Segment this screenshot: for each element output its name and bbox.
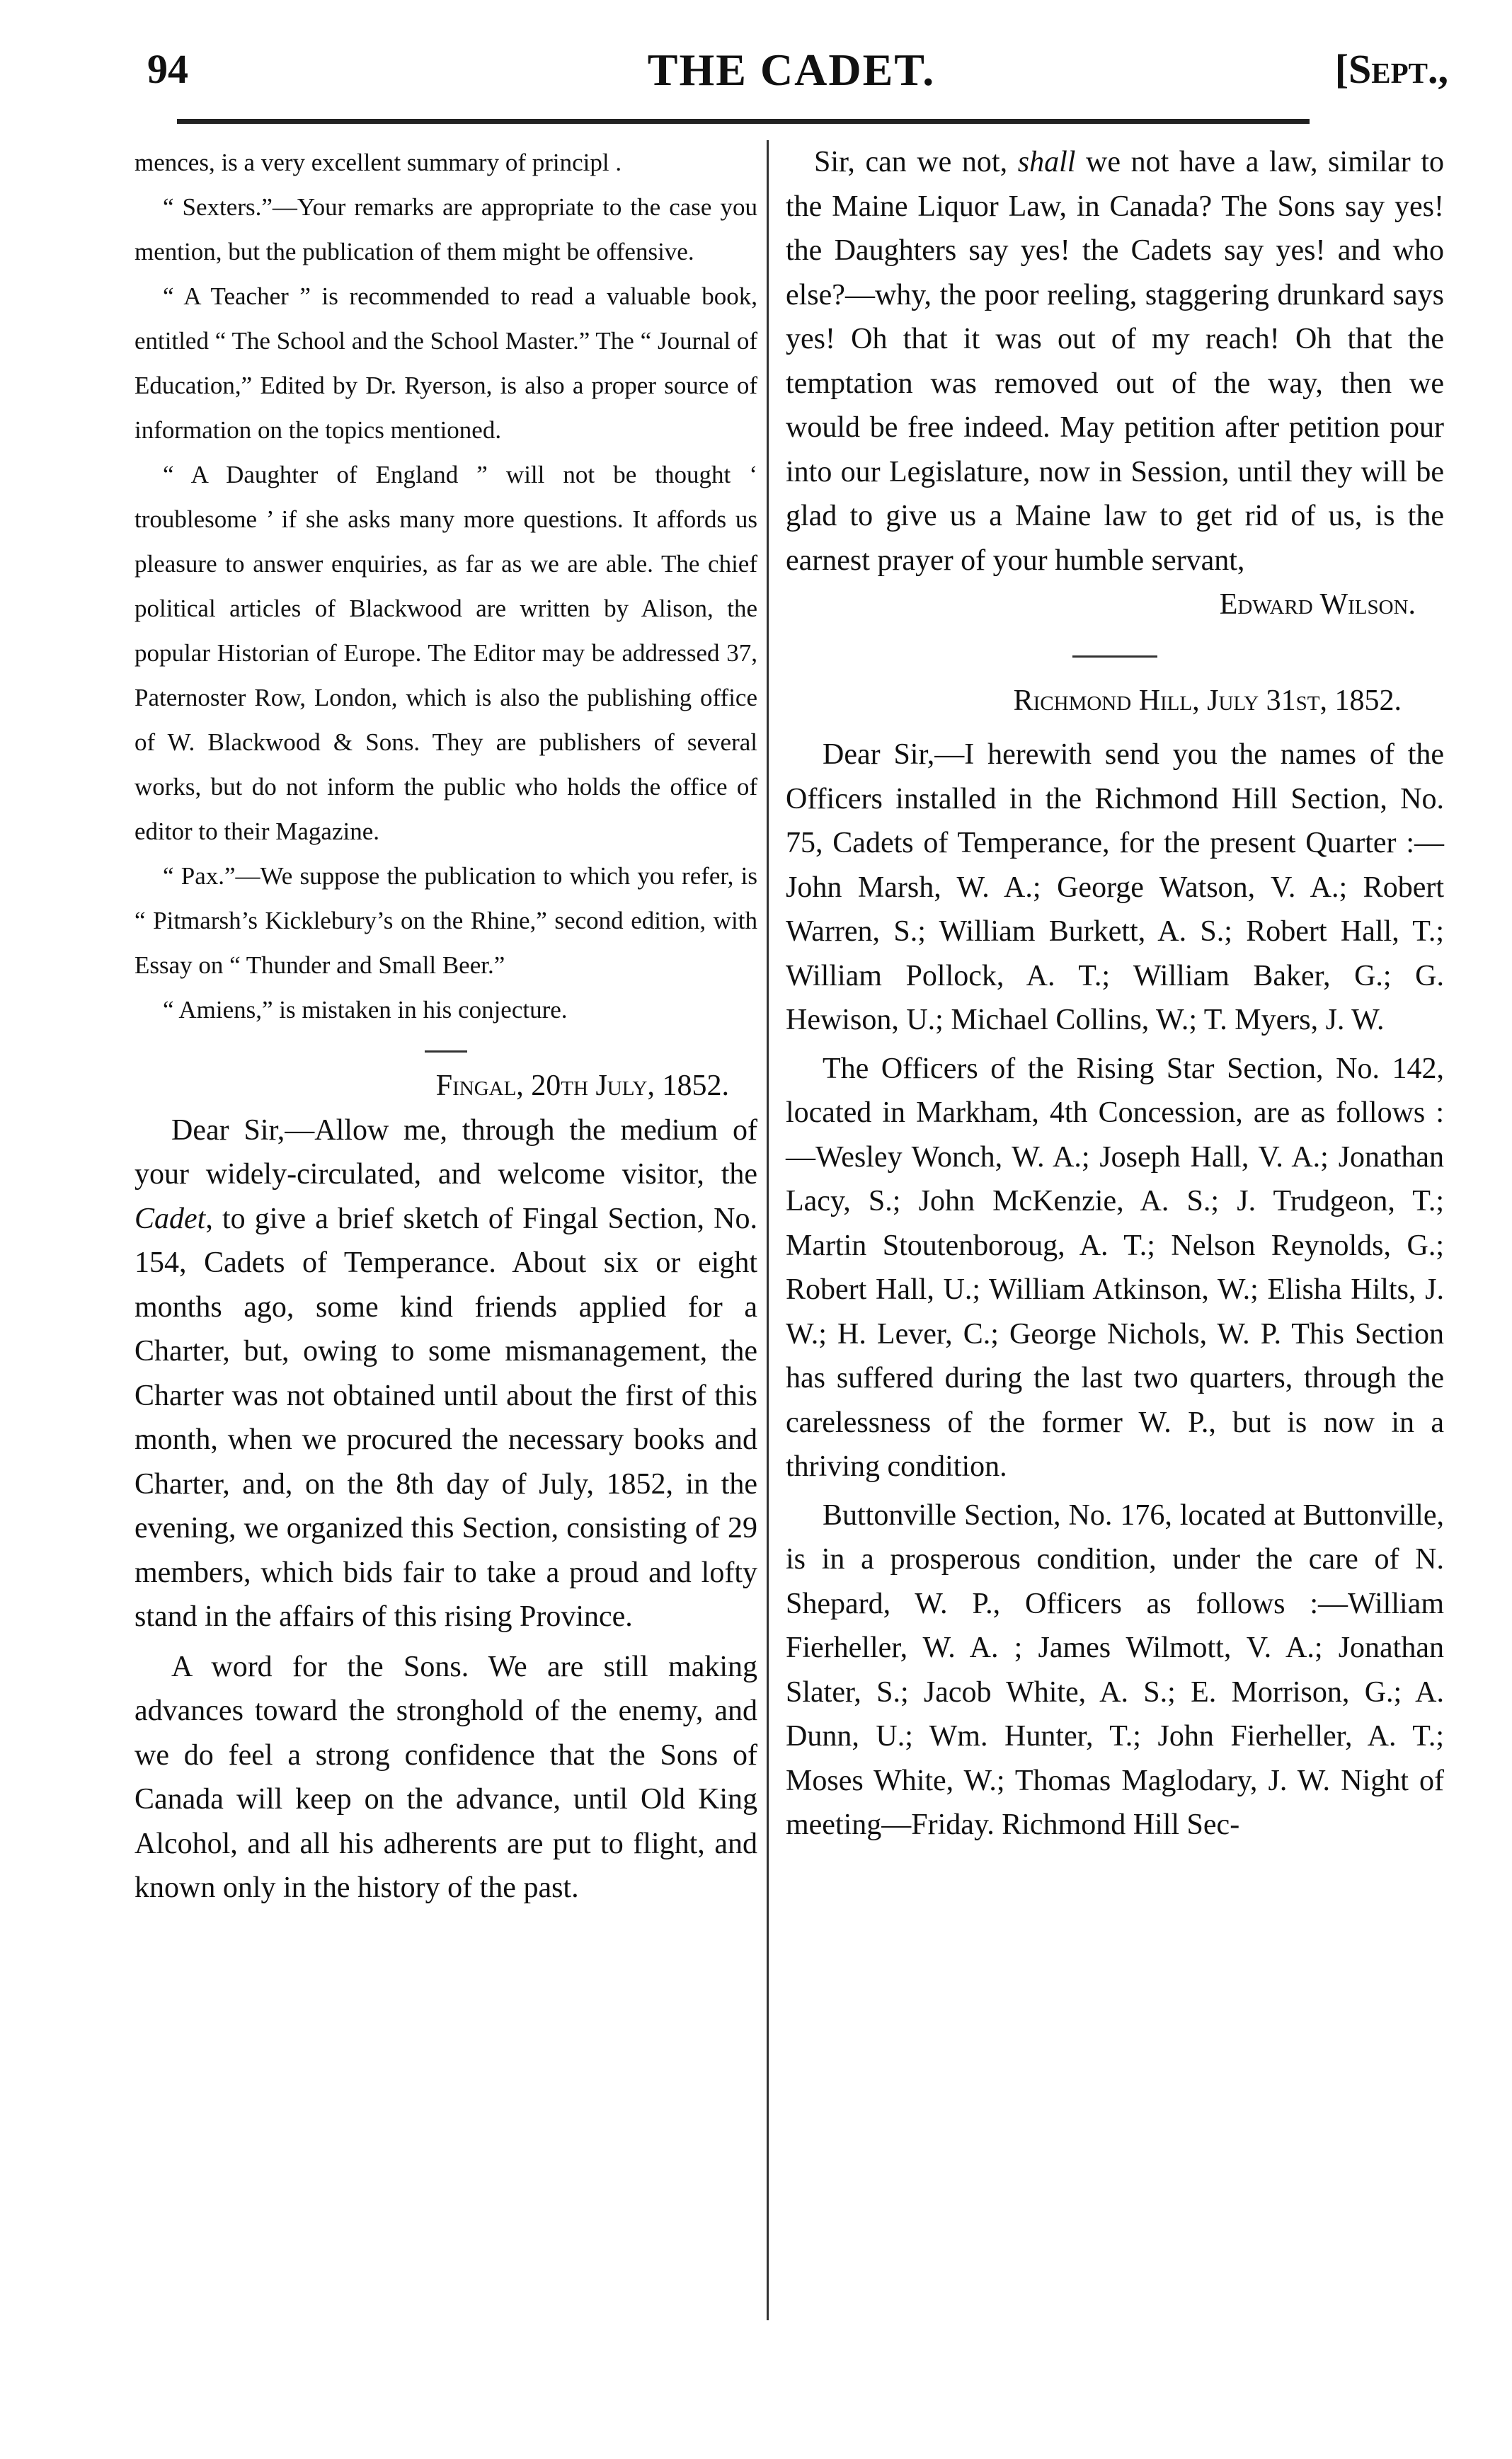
note-pax: “ Pax.”—We suppose the publication to which you refer, is “ Pitmarsh’s Kicklebury’s on the Rhine,” second edition, with Essay on “ Thunder and Small Beer.” [134,862,757,979]
section-separator [1072,655,1157,658]
letter-paragraph: Dear Sir,—I herewith send you the names of the Officers installed in the Richmond Hill Section, No. 75, Cadets of Temperance, for the present Quarter :— John Marsh, W. A.; George Watson, V. A.; Robert Warren, S.; William Burkett, A. S.; Robert Hall, T.; William Pollock, A. T.; William Baker, G.; G. Hewison, U.; Michael Collins, W.; T. Myers, J. W. [786,738,1444,1036]
fingal-letter [134,1064,757,1910]
column-divider [767,140,769,2320]
note-teacher: “ A Teacher ” is recommended to read a valuable book, entitled “ The School and the School Master.” The “ Journal of Education,” Edited by Dr. Ryerson, is also a proper source of information on the topics mentioned. [134,282,757,444]
letter-dateline: Richmond Hill, July 31st, 1852. [1013,684,1402,717]
left-column [134,140,757,1910]
note-daughter-of-england: “ A Daughter of England ” will not be thought ‘ troublesome ’ if she asks many more questions. It affords us pleasure to answer enquiries, as far as we are able. The chief political articles of Blackwood are written by Alison, the popular Historian of Europe. The Editor may be addressed 37, Paternoster Row, London, which is also the publishing office of W. Blackwood & Sons. They are publishers of several works, but do not inform the public who holds the office of editor to their Magazine. [134,461,757,845]
section-separator [425,1050,467,1053]
letter-signature: Edward Wilson. [1219,588,1416,621]
right-column [786,140,1444,1847]
header-rule [177,119,1310,124]
note-amiens: “ Amiens,” is mistaken in his conjecture. [163,996,568,1024]
page-header [134,41,1448,126]
emphasis-text: shall [1017,146,1076,178]
letter-paragraph: A word for the Sons. We are still making advances toward the stronghold of the enemy, and we do feel a strong confidence that the Sons of Canada will keep on the advance, until Old King Alcohol, and all his adherents are put to flight, and known only in the history of the past. [134,1650,757,1904]
letter-paragraph: Buttonville Section, No. 176, located at Buttonville, is in a prosperous condition, under the care of N. Shepard, W. P., Officers as follows :—William Fierheller, W. A. ; James Wilmott, V. A.; Jonathan Slater, S.; Jacob White, A. S.; E. Morrison, G.; A. Dunn, U.; Wm. Hunter, T.; John Fierheller, A. T.; Moses White, W.; Thomas Maglodary, J. W. Night of meeting—Friday. Richmond Hill Sec- [786,1498,1444,1841]
note-sexters: “ Sexters.”—Your remarks are appropriate to the case you mention, but the publication of them might be offensive. [134,193,757,265]
journal-title: THE CADET. [647,45,936,95]
letter-paragraph: The Officers of the Rising Star Section, No. 142, located in Markham, 4th Concession, are as follows :—Wesley Wonch, W. A.; Joseph Hall, V. A.; Jonathan Lacy, S.; John McKenzie, A. S.; J. Trudgeon, T.; Martin Stoutenboroug, A. T.; Nelson Reynolds, G.; Robert Hall, U.; William Atkinson, W.; Elisha Hilts, J. W.; H. Lever, C.; George Nichols, W. P. This Section has suffered during the last two quarters, through the carelessness of the former W. P., but is now in a thriving condition. [786,1052,1444,1483]
letter-dateline: Fingal, 20th July, 1852. [435,1070,729,1102]
letter-paragraph: Sir, can we not, shall we not have a law, similar to the Maine Liquor Law, in Canada? The Sons say yes! the Daughters say yes! the Cadets say yes! and who else?—why, the poor reeling, staggering drunkard says yes! Oh that it was out of my reach! Oh that the temptation was removed out of the way, then we would be free indeed. May petition after petition pour into our Legislature, now in Session, until they will be glad to give us a Maine law to get rid of us, is the earnest prayer of your humble servant, [786,146,1444,577]
issue-month: [Sept., [1334,46,1448,92]
correspondent-notes [134,140,757,1032]
note-continued: mences, is a very excellent summary of principl . [134,149,622,176]
emphasis-text: Cadet [134,1202,206,1235]
letter-paragraph: Dear Sir,—Allow me, through the medium of your widely-circulated, and welcome visitor, the Cadet, to give a brief sketch of Fingal Section, No. 154, Cadets of Temperance. About six or eight months ago, some kind friends applied for a Charter, but, owing to some mismanagement, the Charter was not obtained until about the first of this month, when we procured the necessary books and Charter, and, on the 8th day of July, 1852, in the evening, we organized this Section, consisting of 29 members, which bids fair to take a proud and lofty stand in the affairs of this rising Province. [134,1113,757,1633]
page-number: 94 [147,46,188,92]
